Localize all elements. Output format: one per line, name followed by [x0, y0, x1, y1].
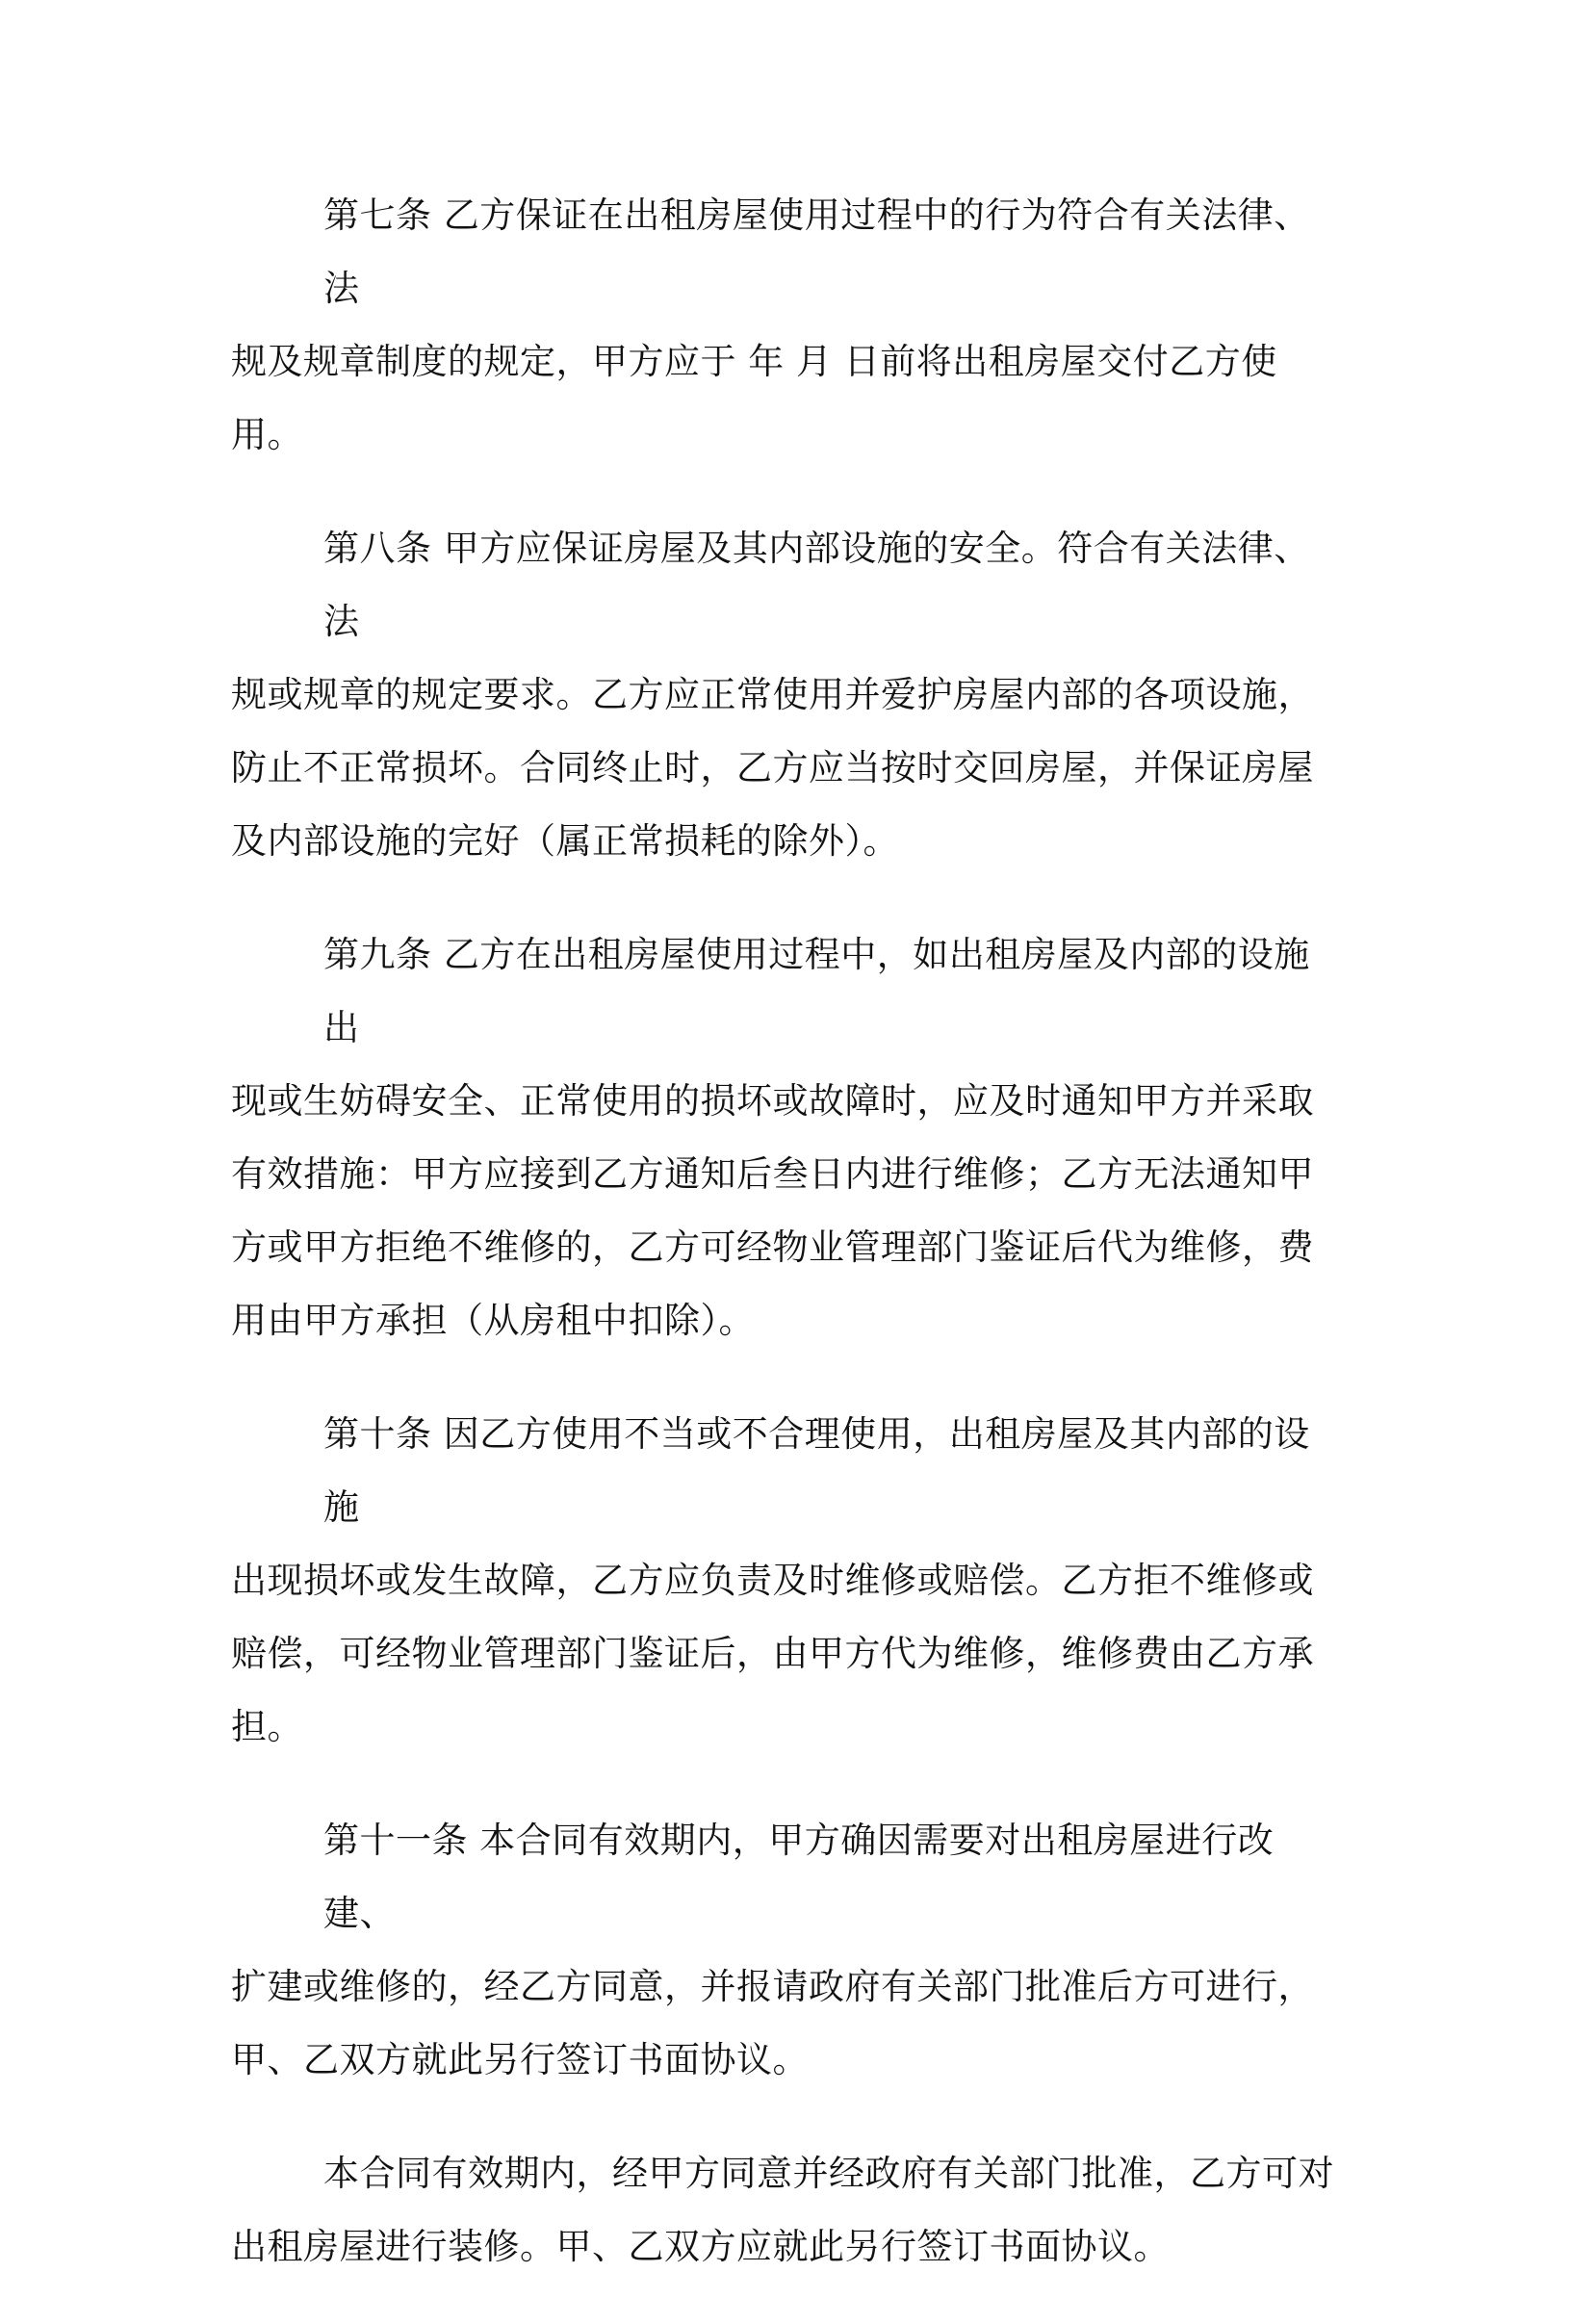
paragraph-line: 出现损坏或发生故障，乙方应负责及时维修或赔偿。乙方拒不维修或 — [231, 1560, 1314, 1601]
paragraph-line: 防止不正常损坏。合同终止时，乙方应当按时交回房屋，并保证房屋 — [231, 747, 1314, 788]
paragraph-line: 有效措施：甲方应接到乙方通知后叁日内进行维修；乙方无法通知甲 — [231, 1153, 1314, 1195]
paragraph-line: 方或甲方拒绝不维修的，乙方可经物业管理部门鉴证后代为维修，费 — [231, 1227, 1314, 1268]
paragraph-line: 现或生妨碍安全、正常使用的损坏或故障时，应及时通知甲方并采取 — [231, 1080, 1314, 1122]
paragraph-line: 规及规章制度的规定，甲方应于 年 月 日前将出租房屋交付乙方使用。 — [231, 341, 1277, 455]
paragraph-line: 赔偿，可经物业管理部门鉴证后，由甲方代为维修，维修费由乙方承 — [231, 1633, 1314, 1674]
paragraph-line: 第十条 因乙方使用不当或不合理使用，出租房屋及其内部的设施 — [323, 1413, 1310, 1528]
paragraph-line: 担。 — [231, 1706, 303, 1747]
paragraph-article-9 — [231, 918, 1338, 1357]
paragraph-line: 第八条 甲方应保证房屋及其内部设施的安全。符合有关法律、法 — [323, 528, 1310, 642]
paragraph-line: 第九条 乙方在出租房屋使用过程中，如出租房屋及内部的设施出 — [323, 934, 1310, 1048]
paragraph-line: 第十一条 本合同有效期内，甲方确因需要对出租房屋进行改建、 — [323, 1820, 1275, 1934]
paragraph-line: 本合同有效期内，经甲方同意并经政府有关部门批准，乙方可对 — [323, 2153, 1334, 2194]
paragraph-article-7 — [231, 179, 1338, 472]
paragraph-line: 及内部设施的完好（属正常损耗的除外）。 — [231, 820, 899, 862]
paragraph-article-11 — [231, 1804, 1338, 2097]
document-page — [231, 179, 1338, 2324]
paragraph-line: 规或规章的规定要求。乙方应正常使用并爱护房屋内部的各项设施， — [231, 674, 1314, 715]
paragraph-article-10 — [231, 1398, 1338, 1764]
paragraph-line: 用由甲方承担（从房租中扣除）。 — [231, 1300, 755, 1341]
paragraph-article-8 — [231, 512, 1338, 878]
paragraph-line: 第七条 乙方保证在出租房屋使用过程中的行为符合有关法律、法 — [323, 194, 1310, 309]
paragraph-article-11-renovation — [231, 2137, 1338, 2284]
paragraph-line: 扩建或维修的，经乙方同意，并报请政府有关部门批准后方可进行， — [231, 1966, 1314, 2007]
paragraph-line: 甲、乙双方就此另行签订书面协议。 — [231, 2039, 809, 2080]
paragraph-line: 出租房屋进行装修。甲、乙双方应就此另行签订书面协议。 — [231, 2226, 1170, 2267]
